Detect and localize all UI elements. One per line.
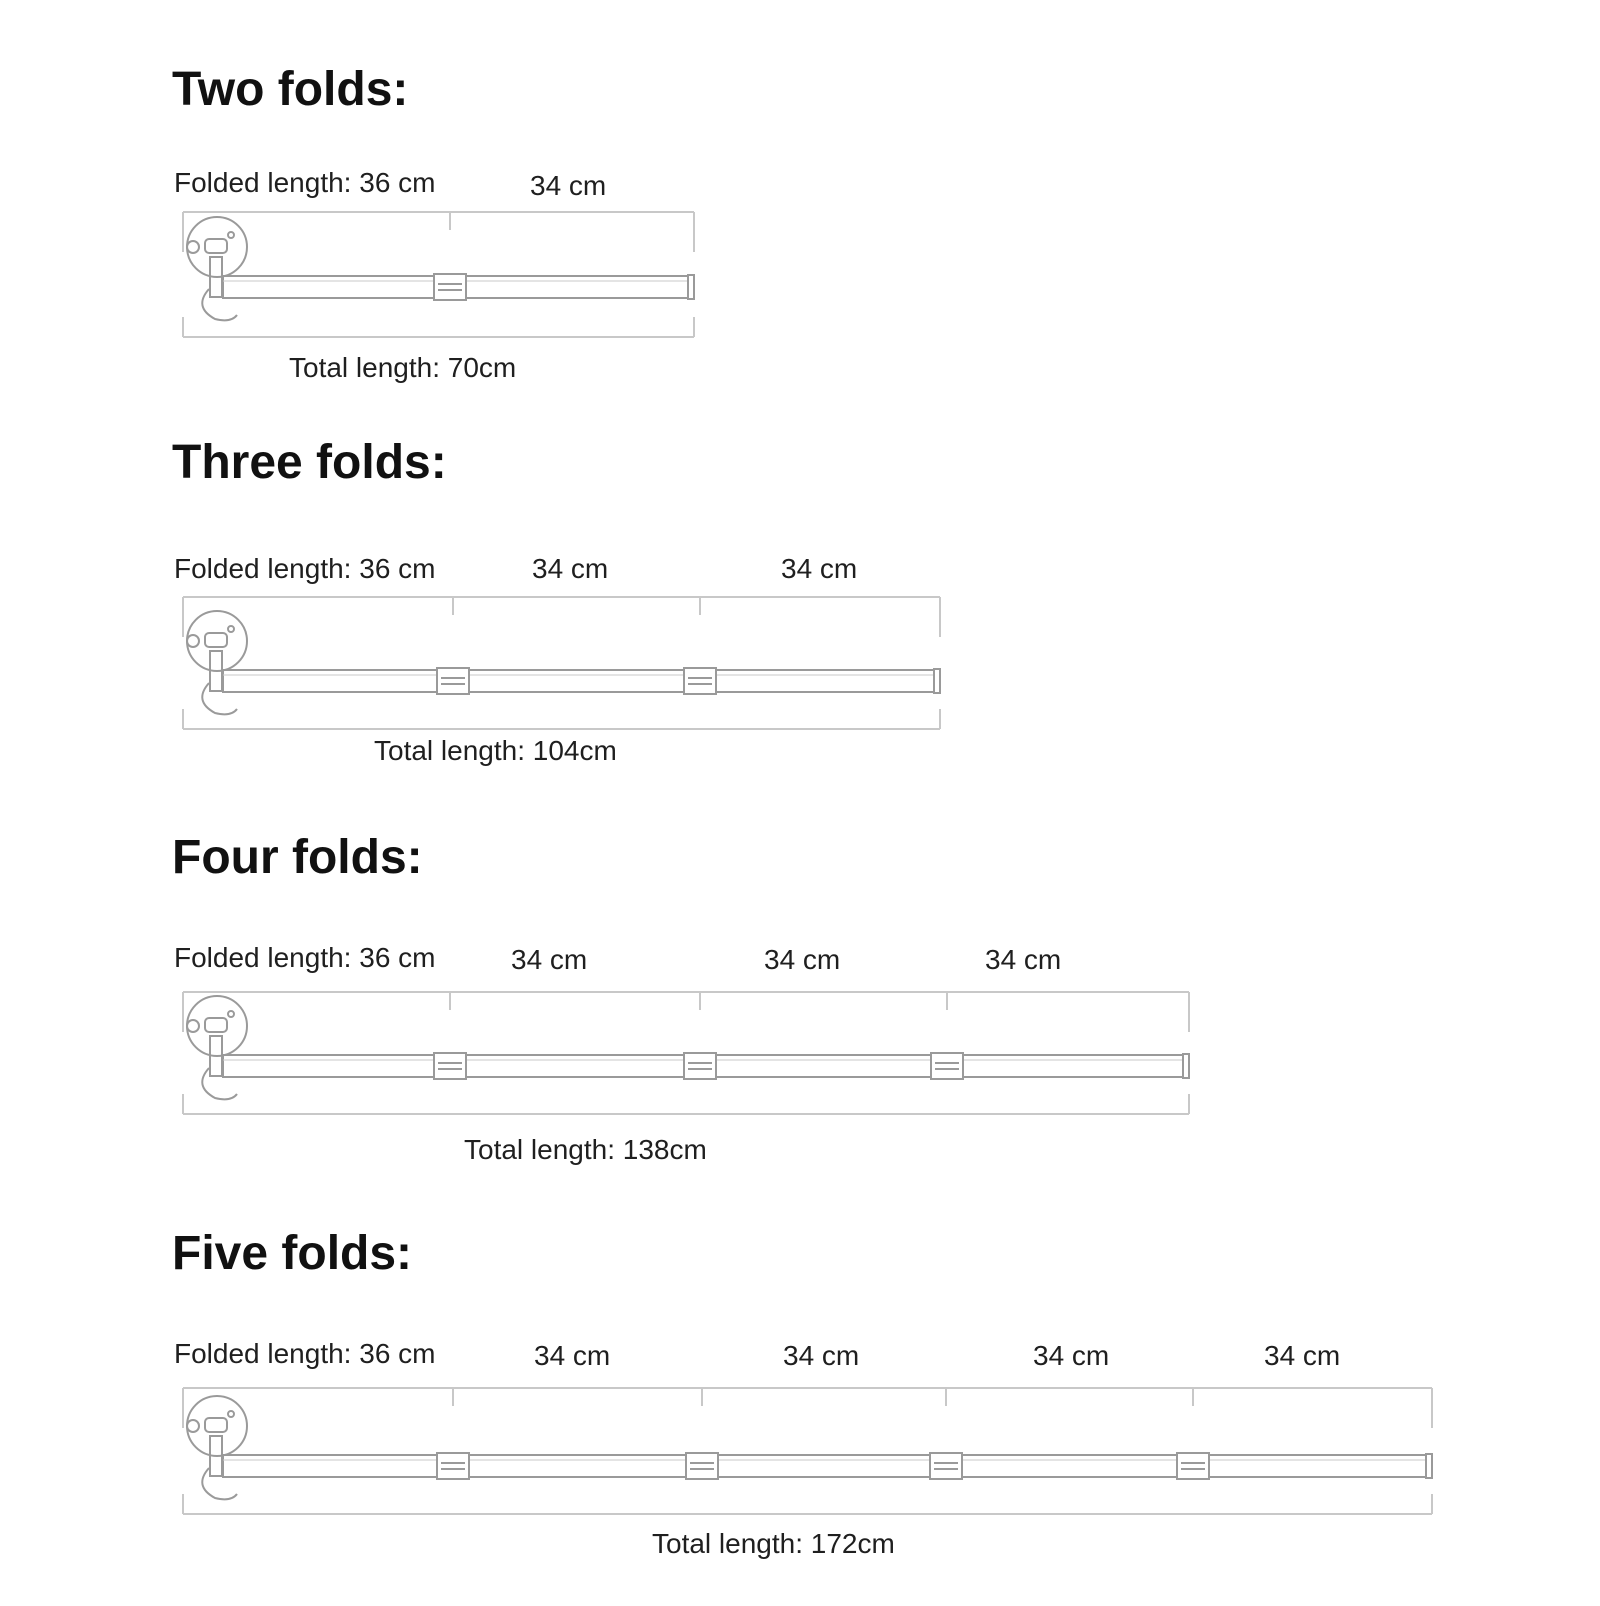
rod-segment (223, 276, 434, 298)
end-cap-icon (688, 275, 694, 299)
fold-joint-icon (434, 1053, 466, 1079)
clamp-icon (205, 633, 227, 647)
rod-segment (716, 1055, 931, 1077)
segment-length-label: 34 cm (534, 1340, 611, 1371)
rack-diagram (0, 830, 1600, 1170)
section-three-folds (0, 435, 1600, 815)
rod-segment (466, 1055, 684, 1077)
hook-icon (202, 1068, 237, 1099)
rod-segment (1209, 1455, 1426, 1477)
suction-cup-icon (187, 996, 247, 1056)
screw-icon (228, 1011, 234, 1017)
knob-icon (187, 1420, 199, 1432)
total-length-label: Total length: 104cm (374, 735, 617, 766)
screw-icon (228, 1411, 234, 1417)
rod-segment (718, 1455, 930, 1477)
section-heading: Four folds: (172, 831, 423, 884)
end-cap-icon (1426, 1454, 1432, 1478)
rod-segment (963, 1055, 1183, 1077)
segment-length-label: 34 cm (1033, 1340, 1110, 1371)
rack-diagram (0, 435, 1600, 775)
hook-icon (202, 1468, 237, 1499)
knob-icon (187, 241, 199, 253)
folded-length-label: Folded length: 36 cm (174, 1338, 436, 1369)
rack-diagram (0, 62, 1600, 402)
section-heading: Three folds: (172, 436, 447, 489)
rod-segment (469, 1455, 686, 1477)
hook-icon (202, 683, 237, 714)
knob-icon (187, 1020, 199, 1032)
fold-joint-icon (930, 1453, 962, 1479)
clamp-icon (205, 1018, 227, 1032)
screw-icon (228, 232, 234, 238)
hook-icon (202, 289, 237, 320)
fold-joint-icon (684, 1053, 716, 1079)
end-cap-icon (934, 669, 940, 693)
section-two-folds (0, 62, 1600, 442)
suction-cup-icon (187, 1396, 247, 1456)
section-five-folds (0, 1226, 1600, 1606)
folded-length-label: Folded length: 36 cm (174, 553, 436, 584)
rod-segment (223, 1455, 437, 1477)
section-four-folds (0, 830, 1600, 1210)
rod-segment (469, 670, 684, 692)
segment-length-label: 34 cm (764, 944, 841, 975)
suction-cup-icon (187, 611, 247, 671)
rod-segment (223, 1055, 434, 1077)
fold-joint-icon (684, 668, 716, 694)
screw-icon (228, 626, 234, 632)
clamp-icon (205, 1418, 227, 1432)
fold-joint-icon (434, 274, 466, 300)
section-heading: Five folds: (172, 1227, 413, 1280)
total-length-label: Total length: 172cm (652, 1528, 895, 1559)
suction-cup-icon (187, 217, 247, 277)
segment-length-label: 34 cm (783, 1340, 860, 1371)
rod-segment (962, 1455, 1177, 1477)
segment-length-label: 34 cm (985, 944, 1062, 975)
folded-length-label: Folded length: 36 cm (174, 167, 436, 198)
knob-icon (187, 635, 199, 647)
segment-length-label: 34 cm (532, 553, 609, 584)
segment-length-label: 34 cm (511, 944, 588, 975)
rack-diagram (0, 1226, 1600, 1566)
segment-length-label: 34 cm (530, 170, 607, 201)
rod-segment (223, 670, 437, 692)
segment-length-label: 34 cm (1264, 1340, 1341, 1371)
fold-joint-icon (686, 1453, 718, 1479)
rod-segment (466, 276, 688, 298)
clamp-icon (205, 239, 227, 253)
folded-length-label: Folded length: 36 cm (174, 942, 436, 973)
total-length-label: Total length: 70cm (289, 352, 517, 383)
total-length-label: Total length: 138cm (464, 1134, 707, 1165)
section-heading: Two folds: (172, 63, 409, 116)
end-cap-icon (1183, 1054, 1189, 1078)
fold-joint-icon (1177, 1453, 1209, 1479)
fold-joint-icon (437, 668, 469, 694)
fold-joint-icon (437, 1453, 469, 1479)
rod-segment (716, 670, 934, 692)
segment-length-label: 34 cm (781, 553, 858, 584)
fold-joint-icon (931, 1053, 963, 1079)
